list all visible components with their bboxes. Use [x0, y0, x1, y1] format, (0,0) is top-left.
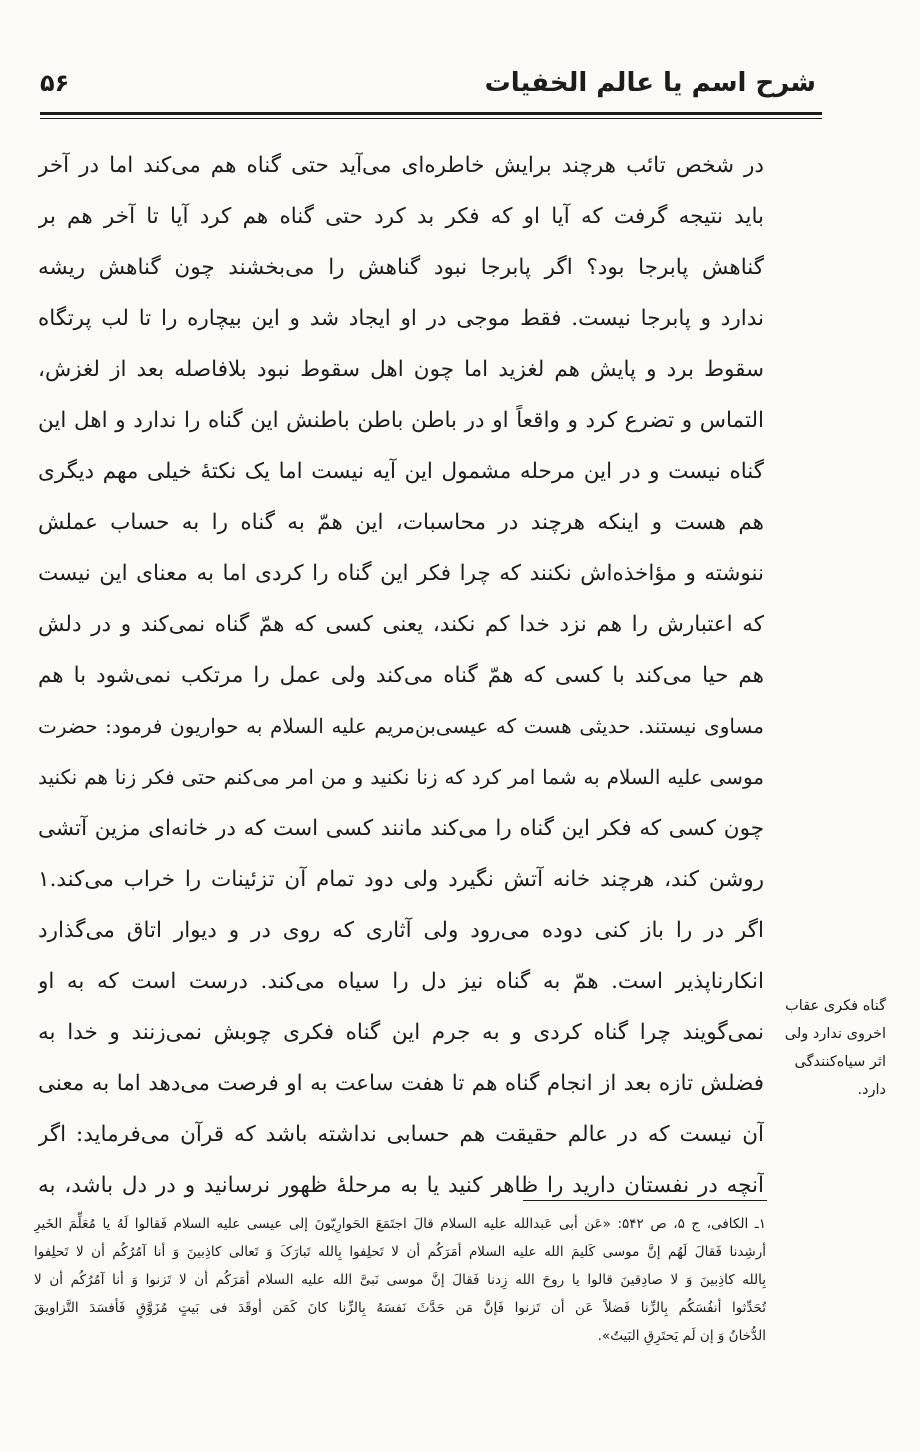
body-line: ندارد و پابرجا نیست. فقط موجی در او ایجاد شد و این بیچاره را تا لب پرتگاه: [38, 306, 764, 331]
body-line: که اعتبارش را هم نزد خدا کم نکند، یعنی کسی که همّ گناه نمی‌کند و در دلش: [38, 612, 764, 637]
body-text: [38, 140, 764, 1211]
margin-note-line: دارد.: [857, 1082, 886, 1098]
body-line: گناهش پابرجا بود؟ اگر پابرجا نبود گناهش را می‌بخشند چون گناهش ریشه: [38, 255, 764, 280]
body-line: گناه نیست و در این مرحله مشمول این آیه نیست اما یک نکتهٔ خیلی مهم دیگری: [38, 459, 764, 484]
body-line: ننوشته و مؤاخذه‌اش نکنند که چرا فکر این گناه را کردی اما به معنای این نیست: [38, 561, 764, 586]
footnote-line: الدُّخانُ وَ إن لَم یَحتَرِقِ البَیتُ».: [597, 1328, 766, 1344]
footnote-separator: [523, 1200, 767, 1201]
body-line: آن نیست که در عالم حقیقت هم حسابی نداشته باشد که قرآن می‌فرماید: اگر: [38, 1122, 764, 1147]
running-title: شرح اسم یا عالم الخفیات: [484, 68, 816, 98]
margin-note-line: اثر سیاه‌کنندگی: [794, 1054, 886, 1070]
header-rule-thick: [40, 112, 822, 115]
body-line: انکارناپذیر است. همّ به گناه نیز دل را سیاه می‌کند. درست است که به او: [38, 969, 764, 994]
body-line: اگر در را باز کنی دوده می‌رود ولی آثاری که روی در و دیوار اتاق می‌گذارد: [38, 918, 764, 943]
body-line: باید نتیجه گرفت که آیا او که فکر بد کرد حتی گناه هم کرد آیا تا آخر هم بر: [38, 204, 764, 229]
footnote-line: أرشِدنا فَقالَ لَهُم إنَّ موسی کَلیمَ الله علیه السلام أمَرَکُم أن لا تَحلِفوا بِالله تَبارَکَ وَ تَعالی کاذِبینَ وَ أنا آمُرُکُم أن لا تَحلِفوا: [34, 1244, 766, 1260]
body-line: چون کسی که فکر این گناه را می‌کند مانند کسی است که در خانه‌ای مزین آتشی: [38, 816, 764, 841]
body-line: هم هست و اینکه هرچند در محاسبات، این همّ به گناه را به حساب عملش: [38, 510, 764, 535]
margin-note-line: اخروی ندارد ولی: [784, 1026, 886, 1042]
body-line: فضلش تازه بعد از انجام گناه هم تا هفت ساعت به او فرصت می‌دهد اما به معنی: [38, 1071, 764, 1096]
body-line: در شخص تائب هرچند برایش خاطره‌ای می‌آید حتی گناه هم می‌کند اما در آخر: [38, 153, 764, 178]
body-line: موسی علیه السلام به شما امر کرد که زنا نکنید و من امر می‌کنم حتی فکر زنا هم نکنید: [38, 765, 764, 789]
body-line: هم حیا می‌کند با کسی که همّ گناه می‌کند ولی عمل را مرتکب نمی‌شود با هم: [38, 663, 764, 688]
footnote-line: بِالله کاذِبینَ وَ لا صادِقینَ قالوا یا روحَ الله زِدنا فَقالَ إنَّ موسی نَبیَّ الله علیه السلام أمَرَکُم أن لا تَزنوا وَ أنا آمُرُکُم أن لا: [34, 1272, 766, 1288]
footnote-line: ۱ـ الکافی، ج ۵، ص ۵۴۲: «عَن أبی عَبدالله علیه السلام قالَ اجتَمَعَ الحَوارِیّونَ إلی عیسی علیه السلام فَقالوا لَهُ یا مُعَلِّمَ الخَیرِ: [34, 1216, 766, 1232]
page-header: [40, 62, 816, 102]
body-line: روشن کند، هرچند خانه آتش نگیرد ولی دود تمام آن تزئینات را خراب می‌کند.۱: [38, 867, 764, 892]
body-line: سقوط برد و پایش هم لغزید اما چون اهل سقوط نبود بلافاصله بعد از لغزش،: [38, 357, 764, 382]
body-line: التماس و تضرع کرد و واقعاً او در باطن باطن باطنش این گناه را ندارد و اهل این: [38, 408, 764, 433]
footnote-line: تُحَدِّثوا أنفُسَکُم بِالزِّنا فَضلاً عَن أن تَزنوا فَإنَّ مَن حَدَّثَ نَفسَهُ بِالزِّنا کانَ کَمَن أوقَدَ فی بَیتٍ مُزَوَّقٍ فَأفسَدَ التَّزاویقَ: [34, 1300, 766, 1316]
body-line: آنچه در نفستان دارید را ظاهر کنید یا به مرحلهٔ ظهور نرسانید و در دل باشد، به: [38, 1173, 764, 1198]
margin-note: [774, 992, 886, 1104]
footnote: [34, 1210, 766, 1350]
page-number: ۵۶: [40, 69, 70, 97]
margin-note-line: گناه فکری عقاب: [785, 998, 886, 1014]
header-rule-thin: [40, 118, 822, 119]
body-line: مساوی نیستند. حدیثی هست که عیسی‌بن‌مریم علیه السلام به حواریون فرمود: حضرت: [38, 714, 764, 738]
body-line: نمی‌گویند چرا گناه کردی و به جرم این گناه فکری چوبش نمی‌زنند و خدا به: [38, 1020, 764, 1045]
